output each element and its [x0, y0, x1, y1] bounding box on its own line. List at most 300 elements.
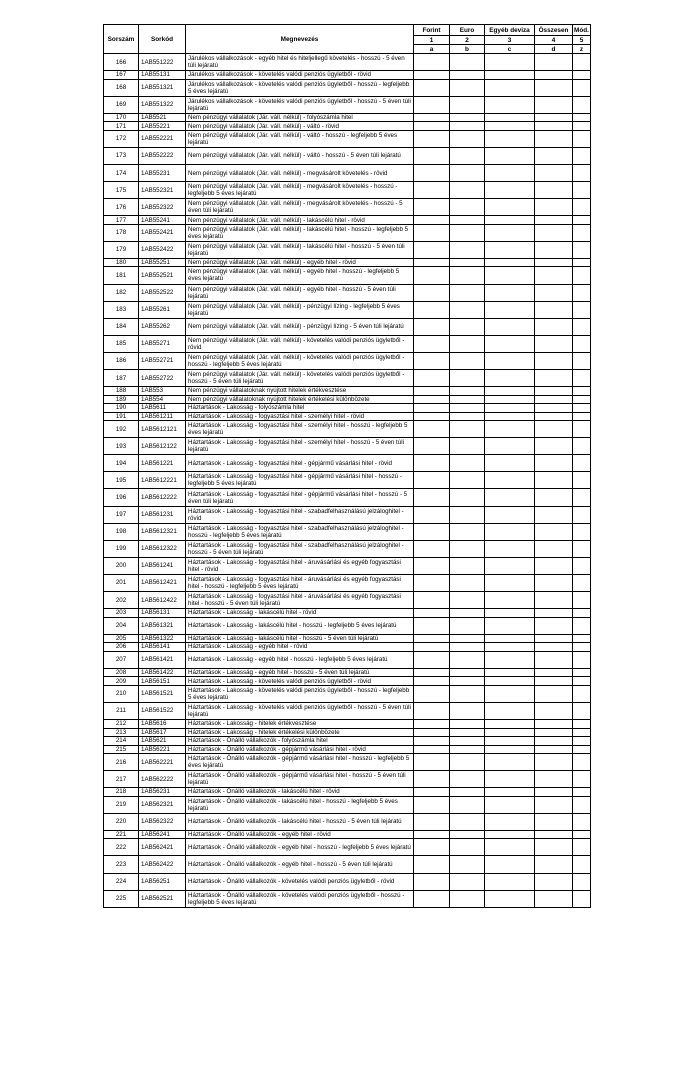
value-euro-cell[interactable] [450, 677, 485, 686]
value-mod-cell[interactable] [573, 506, 591, 523]
value-mod-cell[interactable] [573, 557, 591, 574]
value-mod-cell[interactable] [573, 164, 591, 181]
value-osszesen-cell[interactable] [535, 258, 573, 267]
value-mod-cell[interactable] [573, 489, 591, 506]
value-egyeb-deviza-cell[interactable] [485, 557, 535, 574]
value-forint-cell[interactable] [414, 113, 450, 122]
value-euro-cell[interactable] [450, 113, 485, 122]
value-mod-cell[interactable] [573, 685, 591, 702]
value-forint-cell[interactable] [414, 438, 450, 455]
value-egyeb-deviza-cell[interactable] [485, 122, 535, 131]
value-forint-cell[interactable] [414, 574, 450, 591]
value-forint-cell[interactable] [414, 241, 450, 258]
value-forint-cell[interactable] [414, 130, 450, 147]
value-mod-cell[interactable] [573, 702, 591, 719]
value-euro-cell[interactable] [450, 284, 485, 301]
value-euro-cell[interactable] [450, 574, 485, 591]
value-mod-cell[interactable] [573, 404, 591, 413]
value-osszesen-cell[interactable] [535, 643, 573, 652]
value-forint-cell[interactable] [414, 873, 450, 890]
value-euro-cell[interactable] [450, 540, 485, 557]
value-osszesen-cell[interactable] [535, 506, 573, 523]
value-forint-cell[interactable] [414, 796, 450, 813]
value-euro-cell[interactable] [450, 147, 485, 164]
value-osszesen-cell[interactable] [535, 890, 573, 907]
value-egyeb-deviza-cell[interactable] [485, 71, 535, 80]
value-egyeb-deviza-cell[interactable] [485, 301, 535, 318]
value-forint-cell[interactable] [414, 839, 450, 856]
value-euro-cell[interactable] [450, 643, 485, 652]
value-mod-cell[interactable] [573, 668, 591, 677]
value-egyeb-deviza-cell[interactable] [485, 216, 535, 225]
value-egyeb-deviza-cell[interactable] [485, 830, 535, 839]
value-forint-cell[interactable] [414, 335, 450, 352]
value-mod-cell[interactable] [573, 472, 591, 489]
value-euro-cell[interactable] [450, 830, 485, 839]
value-osszesen-cell[interactable] [535, 873, 573, 890]
value-forint-cell[interactable] [414, 164, 450, 181]
value-euro-cell[interactable] [450, 130, 485, 147]
value-osszesen-cell[interactable] [535, 685, 573, 702]
value-osszesen-cell[interactable] [535, 609, 573, 618]
value-osszesen-cell[interactable] [535, 728, 573, 737]
value-mod-cell[interactable] [573, 241, 591, 258]
value-mod-cell[interactable] [573, 728, 591, 737]
value-osszesen-cell[interactable] [535, 839, 573, 856]
value-forint-cell[interactable] [414, 395, 450, 404]
value-egyeb-deviza-cell[interactable] [485, 856, 535, 873]
value-forint-cell[interactable] [414, 668, 450, 677]
value-mod-cell[interactable] [573, 771, 591, 788]
value-mod-cell[interactable] [573, 592, 591, 609]
value-euro-cell[interactable] [450, 455, 485, 472]
value-osszesen-cell[interactable] [535, 335, 573, 352]
value-egyeb-deviza-cell[interactable] [485, 890, 535, 907]
value-osszesen-cell[interactable] [535, 455, 573, 472]
value-forint-cell[interactable] [414, 421, 450, 438]
value-euro-cell[interactable] [450, 267, 485, 284]
value-osszesen-cell[interactable] [535, 224, 573, 241]
value-forint-cell[interactable] [414, 71, 450, 80]
value-mod-cell[interactable] [573, 352, 591, 369]
value-egyeb-deviza-cell[interactable] [485, 651, 535, 668]
value-egyeb-deviza-cell[interactable] [485, 737, 535, 746]
value-mod-cell[interactable] [573, 745, 591, 754]
value-mod-cell[interactable] [573, 199, 591, 216]
value-egyeb-deviza-cell[interactable] [485, 387, 535, 396]
value-osszesen-cell[interactable] [535, 668, 573, 677]
value-egyeb-deviza-cell[interactable] [485, 677, 535, 686]
value-egyeb-deviza-cell[interactable] [485, 164, 535, 181]
value-forint-cell[interactable] [414, 301, 450, 318]
value-forint-cell[interactable] [414, 455, 450, 472]
value-mod-cell[interactable] [573, 720, 591, 729]
value-mod-cell[interactable] [573, 412, 591, 421]
value-egyeb-deviza-cell[interactable] [485, 788, 535, 797]
value-forint-cell[interactable] [414, 523, 450, 540]
value-euro-cell[interactable] [450, 489, 485, 506]
value-osszesen-cell[interactable] [535, 113, 573, 122]
value-forint-cell[interactable] [414, 728, 450, 737]
value-euro-cell[interactable] [450, 771, 485, 788]
value-egyeb-deviza-cell[interactable] [485, 771, 535, 788]
value-egyeb-deviza-cell[interactable] [485, 873, 535, 890]
value-osszesen-cell[interactable] [535, 199, 573, 216]
value-mod-cell[interactable] [573, 301, 591, 318]
value-euro-cell[interactable] [450, 890, 485, 907]
value-mod-cell[interactable] [573, 284, 591, 301]
value-euro-cell[interactable] [450, 412, 485, 421]
value-euro-cell[interactable] [450, 754, 485, 771]
value-euro-cell[interactable] [450, 745, 485, 754]
value-forint-cell[interactable] [414, 643, 450, 652]
value-forint-cell[interactable] [414, 754, 450, 771]
value-mod-cell[interactable] [573, 79, 591, 96]
value-forint-cell[interactable] [414, 702, 450, 719]
value-osszesen-cell[interactable] [535, 617, 573, 634]
value-mod-cell[interactable] [573, 796, 591, 813]
value-forint-cell[interactable] [414, 540, 450, 557]
value-forint-cell[interactable] [414, 147, 450, 164]
value-osszesen-cell[interactable] [535, 216, 573, 225]
value-mod-cell[interactable] [573, 574, 591, 591]
value-euro-cell[interactable] [450, 702, 485, 719]
value-egyeb-deviza-cell[interactable] [485, 241, 535, 258]
value-euro-cell[interactable] [450, 609, 485, 618]
value-euro-cell[interactable] [450, 856, 485, 873]
value-euro-cell[interactable] [450, 318, 485, 335]
value-euro-cell[interactable] [450, 438, 485, 455]
value-osszesen-cell[interactable] [535, 301, 573, 318]
value-forint-cell[interactable] [414, 352, 450, 369]
value-egyeb-deviza-cell[interactable] [485, 643, 535, 652]
value-egyeb-deviza-cell[interactable] [485, 54, 535, 71]
value-egyeb-deviza-cell[interactable] [485, 182, 535, 199]
value-egyeb-deviza-cell[interactable] [485, 745, 535, 754]
value-euro-cell[interactable] [450, 523, 485, 540]
value-egyeb-deviza-cell[interactable] [485, 754, 535, 771]
value-egyeb-deviza-cell[interactable] [485, 199, 535, 216]
value-osszesen-cell[interactable] [535, 130, 573, 147]
value-euro-cell[interactable] [450, 96, 485, 113]
value-forint-cell[interactable] [414, 122, 450, 131]
value-mod-cell[interactable] [573, 890, 591, 907]
value-mod-cell[interactable] [573, 182, 591, 199]
value-mod-cell[interactable] [573, 737, 591, 746]
value-mod-cell[interactable] [573, 634, 591, 643]
value-forint-cell[interactable] [414, 284, 450, 301]
value-osszesen-cell[interactable] [535, 574, 573, 591]
value-osszesen-cell[interactable] [535, 182, 573, 199]
value-euro-cell[interactable] [450, 506, 485, 523]
value-osszesen-cell[interactable] [535, 677, 573, 686]
value-mod-cell[interactable] [573, 147, 591, 164]
value-euro-cell[interactable] [450, 216, 485, 225]
value-egyeb-deviza-cell[interactable] [485, 395, 535, 404]
value-egyeb-deviza-cell[interactable] [485, 147, 535, 164]
value-forint-cell[interactable] [414, 472, 450, 489]
value-euro-cell[interactable] [450, 79, 485, 96]
value-osszesen-cell[interactable] [535, 737, 573, 746]
value-egyeb-deviza-cell[interactable] [485, 370, 535, 387]
value-mod-cell[interactable] [573, 523, 591, 540]
value-osszesen-cell[interactable] [535, 404, 573, 413]
value-euro-cell[interactable] [450, 71, 485, 80]
value-euro-cell[interactable] [450, 335, 485, 352]
value-mod-cell[interactable] [573, 455, 591, 472]
value-mod-cell[interactable] [573, 813, 591, 830]
value-osszesen-cell[interactable] [535, 96, 573, 113]
value-euro-cell[interactable] [450, 301, 485, 318]
value-forint-cell[interactable] [414, 677, 450, 686]
value-osszesen-cell[interactable] [535, 284, 573, 301]
value-mod-cell[interactable] [573, 643, 591, 652]
value-euro-cell[interactable] [450, 352, 485, 369]
value-osszesen-cell[interactable] [535, 395, 573, 404]
value-mod-cell[interactable] [573, 395, 591, 404]
value-mod-cell[interactable] [573, 873, 591, 890]
value-egyeb-deviza-cell[interactable] [485, 404, 535, 413]
value-forint-cell[interactable] [414, 258, 450, 267]
value-euro-cell[interactable] [450, 634, 485, 643]
value-euro-cell[interactable] [450, 651, 485, 668]
value-mod-cell[interactable] [573, 617, 591, 634]
value-forint-cell[interactable] [414, 745, 450, 754]
value-egyeb-deviza-cell[interactable] [485, 489, 535, 506]
value-forint-cell[interactable] [414, 651, 450, 668]
value-egyeb-deviza-cell[interactable] [485, 540, 535, 557]
value-egyeb-deviza-cell[interactable] [485, 839, 535, 856]
value-euro-cell[interactable] [450, 720, 485, 729]
value-euro-cell[interactable] [450, 404, 485, 413]
value-mod-cell[interactable] [573, 71, 591, 80]
value-euro-cell[interactable] [450, 224, 485, 241]
value-egyeb-deviza-cell[interactable] [485, 685, 535, 702]
value-forint-cell[interactable] [414, 370, 450, 387]
value-egyeb-deviza-cell[interactable] [485, 267, 535, 284]
value-egyeb-deviza-cell[interactable] [485, 796, 535, 813]
value-forint-cell[interactable] [414, 199, 450, 216]
value-forint-cell[interactable] [414, 788, 450, 797]
value-mod-cell[interactable] [573, 54, 591, 71]
value-forint-cell[interactable] [414, 830, 450, 839]
value-osszesen-cell[interactable] [535, 241, 573, 258]
value-egyeb-deviza-cell[interactable] [485, 284, 535, 301]
value-mod-cell[interactable] [573, 224, 591, 241]
value-forint-cell[interactable] [414, 890, 450, 907]
value-forint-cell[interactable] [414, 771, 450, 788]
value-euro-cell[interactable] [450, 395, 485, 404]
value-egyeb-deviza-cell[interactable] [485, 592, 535, 609]
value-egyeb-deviza-cell[interactable] [485, 609, 535, 618]
value-forint-cell[interactable] [414, 387, 450, 396]
value-mod-cell[interactable] [573, 754, 591, 771]
value-mod-cell[interactable] [573, 96, 591, 113]
value-osszesen-cell[interactable] [535, 523, 573, 540]
value-euro-cell[interactable] [450, 617, 485, 634]
value-forint-cell[interactable] [414, 182, 450, 199]
value-mod-cell[interactable] [573, 540, 591, 557]
value-egyeb-deviza-cell[interactable] [485, 634, 535, 643]
value-egyeb-deviza-cell[interactable] [485, 335, 535, 352]
value-osszesen-cell[interactable] [535, 813, 573, 830]
value-mod-cell[interactable] [573, 335, 591, 352]
value-egyeb-deviza-cell[interactable] [485, 352, 535, 369]
value-euro-cell[interactable] [450, 813, 485, 830]
value-euro-cell[interactable] [450, 241, 485, 258]
value-egyeb-deviza-cell[interactable] [485, 617, 535, 634]
value-osszesen-cell[interactable] [535, 856, 573, 873]
value-osszesen-cell[interactable] [535, 557, 573, 574]
value-mod-cell[interactable] [573, 130, 591, 147]
value-forint-cell[interactable] [414, 96, 450, 113]
value-osszesen-cell[interactable] [535, 147, 573, 164]
value-osszesen-cell[interactable] [535, 370, 573, 387]
value-mod-cell[interactable] [573, 267, 591, 284]
value-osszesen-cell[interactable] [535, 540, 573, 557]
value-forint-cell[interactable] [414, 592, 450, 609]
value-euro-cell[interactable] [450, 370, 485, 387]
value-mod-cell[interactable] [573, 839, 591, 856]
value-osszesen-cell[interactable] [535, 267, 573, 284]
value-osszesen-cell[interactable] [535, 318, 573, 335]
value-osszesen-cell[interactable] [535, 79, 573, 96]
value-forint-cell[interactable] [414, 685, 450, 702]
value-euro-cell[interactable] [450, 122, 485, 131]
value-mod-cell[interactable] [573, 113, 591, 122]
value-forint-cell[interactable] [414, 412, 450, 421]
value-osszesen-cell[interactable] [535, 771, 573, 788]
value-euro-cell[interactable] [450, 557, 485, 574]
value-egyeb-deviza-cell[interactable] [485, 421, 535, 438]
value-forint-cell[interactable] [414, 634, 450, 643]
value-forint-cell[interactable] [414, 79, 450, 96]
value-euro-cell[interactable] [450, 728, 485, 737]
value-osszesen-cell[interactable] [535, 438, 573, 455]
value-forint-cell[interactable] [414, 506, 450, 523]
value-mod-cell[interactable] [573, 677, 591, 686]
value-euro-cell[interactable] [450, 668, 485, 677]
value-osszesen-cell[interactable] [535, 71, 573, 80]
value-osszesen-cell[interactable] [535, 54, 573, 71]
value-egyeb-deviza-cell[interactable] [485, 813, 535, 830]
value-mod-cell[interactable] [573, 856, 591, 873]
value-egyeb-deviza-cell[interactable] [485, 130, 535, 147]
value-egyeb-deviza-cell[interactable] [485, 318, 535, 335]
value-osszesen-cell[interactable] [535, 720, 573, 729]
value-egyeb-deviza-cell[interactable] [485, 438, 535, 455]
value-egyeb-deviza-cell[interactable] [485, 224, 535, 241]
value-osszesen-cell[interactable] [535, 122, 573, 131]
value-mod-cell[interactable] [573, 258, 591, 267]
value-osszesen-cell[interactable] [535, 421, 573, 438]
value-osszesen-cell[interactable] [535, 796, 573, 813]
value-euro-cell[interactable] [450, 387, 485, 396]
value-osszesen-cell[interactable] [535, 702, 573, 719]
value-egyeb-deviza-cell[interactable] [485, 720, 535, 729]
value-forint-cell[interactable] [414, 813, 450, 830]
value-osszesen-cell[interactable] [535, 754, 573, 771]
value-egyeb-deviza-cell[interactable] [485, 472, 535, 489]
value-forint-cell[interactable] [414, 856, 450, 873]
value-forint-cell[interactable] [414, 318, 450, 335]
value-mod-cell[interactable] [573, 216, 591, 225]
value-mod-cell[interactable] [573, 122, 591, 131]
value-osszesen-cell[interactable] [535, 634, 573, 643]
value-euro-cell[interactable] [450, 421, 485, 438]
value-osszesen-cell[interactable] [535, 592, 573, 609]
value-forint-cell[interactable] [414, 404, 450, 413]
value-osszesen-cell[interactable] [535, 788, 573, 797]
value-mod-cell[interactable] [573, 421, 591, 438]
value-osszesen-cell[interactable] [535, 489, 573, 506]
value-egyeb-deviza-cell[interactable] [485, 455, 535, 472]
value-egyeb-deviza-cell[interactable] [485, 702, 535, 719]
value-egyeb-deviza-cell[interactable] [485, 258, 535, 267]
value-forint-cell[interactable] [414, 609, 450, 618]
value-euro-cell[interactable] [450, 199, 485, 216]
value-euro-cell[interactable] [450, 685, 485, 702]
value-osszesen-cell[interactable] [535, 387, 573, 396]
value-osszesen-cell[interactable] [535, 412, 573, 421]
value-mod-cell[interactable] [573, 370, 591, 387]
value-euro-cell[interactable] [450, 258, 485, 267]
value-mod-cell[interactable] [573, 609, 591, 618]
value-mod-cell[interactable] [573, 318, 591, 335]
value-euro-cell[interactable] [450, 839, 485, 856]
value-forint-cell[interactable] [414, 267, 450, 284]
value-forint-cell[interactable] [414, 224, 450, 241]
value-egyeb-deviza-cell[interactable] [485, 668, 535, 677]
value-egyeb-deviza-cell[interactable] [485, 113, 535, 122]
value-osszesen-cell[interactable] [535, 830, 573, 839]
value-mod-cell[interactable] [573, 830, 591, 839]
value-forint-cell[interactable] [414, 557, 450, 574]
value-euro-cell[interactable] [450, 737, 485, 746]
value-forint-cell[interactable] [414, 489, 450, 506]
value-mod-cell[interactable] [573, 438, 591, 455]
value-osszesen-cell[interactable] [535, 164, 573, 181]
value-egyeb-deviza-cell[interactable] [485, 506, 535, 523]
value-euro-cell[interactable] [450, 164, 485, 181]
value-forint-cell[interactable] [414, 617, 450, 634]
value-egyeb-deviza-cell[interactable] [485, 523, 535, 540]
value-forint-cell[interactable] [414, 216, 450, 225]
value-euro-cell[interactable] [450, 873, 485, 890]
value-osszesen-cell[interactable] [535, 745, 573, 754]
value-egyeb-deviza-cell[interactable] [485, 96, 535, 113]
value-egyeb-deviza-cell[interactable] [485, 728, 535, 737]
value-forint-cell[interactable] [414, 737, 450, 746]
value-egyeb-deviza-cell[interactable] [485, 412, 535, 421]
value-euro-cell[interactable] [450, 796, 485, 813]
value-osszesen-cell[interactable] [535, 472, 573, 489]
value-egyeb-deviza-cell[interactable] [485, 79, 535, 96]
value-euro-cell[interactable] [450, 54, 485, 71]
value-euro-cell[interactable] [450, 788, 485, 797]
value-euro-cell[interactable] [450, 182, 485, 199]
value-osszesen-cell[interactable] [535, 651, 573, 668]
value-mod-cell[interactable] [573, 788, 591, 797]
value-mod-cell[interactable] [573, 651, 591, 668]
value-egyeb-deviza-cell[interactable] [485, 574, 535, 591]
value-mod-cell[interactable] [573, 387, 591, 396]
value-euro-cell[interactable] [450, 592, 485, 609]
value-osszesen-cell[interactable] [535, 352, 573, 369]
value-forint-cell[interactable] [414, 720, 450, 729]
value-euro-cell[interactable] [450, 472, 485, 489]
value-forint-cell[interactable] [414, 54, 450, 71]
